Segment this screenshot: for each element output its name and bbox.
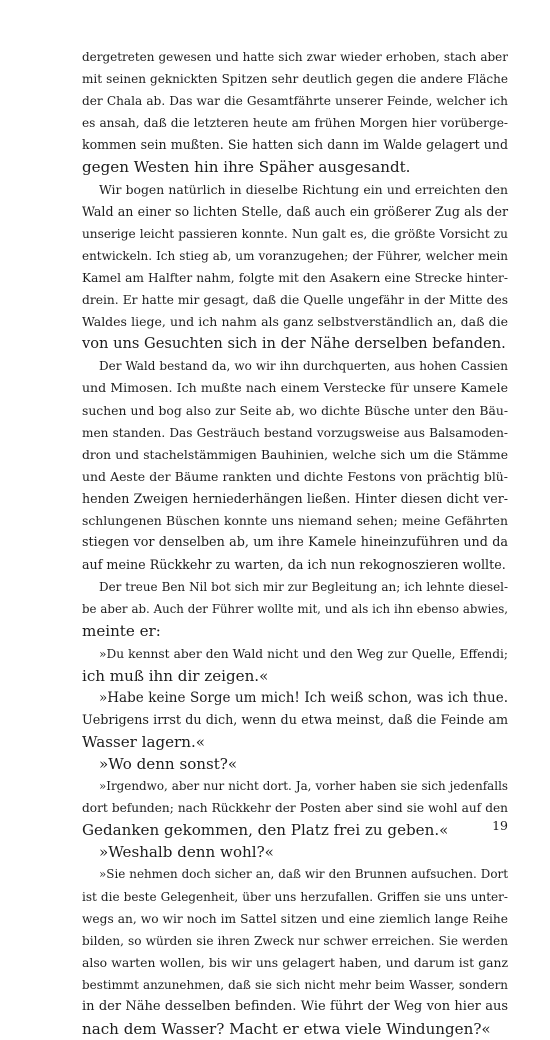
text-line: schlungenen Büschen konnte uns niemand sehen; meine Gefährten <box>82 512 508 528</box>
book-page-text <box>82 46 508 1040</box>
text-line: von uns Gesuchten sich in der Nähe derselben befanden. <box>82 335 506 353</box>
text-line: »Sie nehmen doch sicher an, daß wir den Brunnen aufsuchen. Dort <box>99 867 508 882</box>
text-line: Waldes liege, und ich nahm als ganz selbstverständlich an, daß die <box>82 314 508 330</box>
text-line: dergetreten gewesen und hatte sich zwar wieder erhoben, stach aber <box>82 50 508 64</box>
text-line: Wasser lagern.« <box>82 732 206 751</box>
text-line: ist die beste Gelegenheit, über uns herzufallen. Griffen sie uns unter- <box>82 889 508 904</box>
text-line: »Habe keine Sorge um mich! Ich weiß schon, was ich thue. <box>99 689 508 706</box>
text-line: »Wo denn sonst?« <box>99 755 238 773</box>
text-line: ich muß ihn dir zeigen.« <box>82 666 269 685</box>
text-line: und Aeste der Bäume rankten und dichte Festons von prächtig blü- <box>82 468 508 484</box>
text-line: bestimmt anzunehmen, daß sie sich nicht mehr beim Wasser, sondern <box>82 977 508 992</box>
text-line: Der treue Ben Nil bot sich mir zur Begleitung an; ich lehnte diesel- <box>99 580 508 595</box>
text-line: »Weshalb denn wohl?« <box>99 843 274 862</box>
text-line: in der Nähe desselben befinden. Wie führt der Weg von hier aus <box>82 999 508 1015</box>
text-line: auf meine Rückkehr zu warten, da ich nun rekognoszieren wollte. <box>82 557 506 573</box>
text-line: also warten wollen, bis wir uns gelagert haben, und darum ist ganz <box>82 955 508 970</box>
text-line: henden Zweigen herniederhängen ließen. Hinter diesen dicht ver- <box>82 490 508 506</box>
text-line: es ansah, daß die letzteren heute am frühen Morgen hier vorüberge- <box>82 116 508 131</box>
text-line: be aber ab. Auch der Führer wollte mit, und als ich ihn ebenso abwies, <box>82 602 508 617</box>
text-line: Wir bogen natürlich in dieselbe Richtung ein und erreichten den <box>99 181 508 197</box>
text-line: stiegen vor denselben ab, um ihre Kamele hineinzuführen und da <box>82 535 508 551</box>
text-line: meinte er: <box>82 622 161 641</box>
text-line: nach dem Wasser? Macht er etwa viele Windungen?« <box>82 1020 491 1039</box>
text-line: mit seinen geknickten Spitzen sehr deutlich gegen die andere Fläche <box>82 72 508 87</box>
text-line: suchen und bog also zur Seite ab, wo dichte Büsche unter den Bäu- <box>82 403 508 418</box>
text-line: Der Wald bestand da, wo wir ihn durchquerten, aus hohen Cassien <box>99 359 508 374</box>
text-line: kommen sein mußten. Sie hatten sich dann im Walde gelagert und <box>82 137 508 153</box>
text-line: Gedanken gekommen, den Platz frei zu geben.« <box>82 821 449 840</box>
text-line: bilden, so würden sie ihren Zweck nur schwer erreichen. Sie werden <box>82 933 508 948</box>
text-line: »Du kennst aber den Wald nicht und den Weg zur Quelle, Effendi; <box>99 646 508 661</box>
text-line: und Mimosen. Ich mußte nach einem Verstecke für unsere Kamele <box>82 380 508 396</box>
text-line: der Chala ab. Das war die Gesamtfährte unserer Feinde, welcher ich <box>82 94 508 109</box>
text-line: »Irgendwo, aber nur nicht dort. Ja, vorher haben sie sich jedenfalls <box>99 779 508 794</box>
text-line: gegen Westen hin ihre Späher ausgesandt. <box>82 158 411 177</box>
text-line: dron und stachelstämmigen Bauhinien, welche sich um die Stämme <box>82 447 508 462</box>
text-line: Uebrigens irrst du dich, wenn du etwa meinst, daß die Feinde am <box>82 711 508 727</box>
text-line: Kamel am Halfter nahm, folgte mit den Asakern eine Strecke hinter- <box>82 270 508 285</box>
page-number: 19 <box>492 818 508 833</box>
text-line: dort befunden; nach Rückkehr der Posten aber sind sie wohl auf den <box>82 801 508 816</box>
text-line: unserige leicht passieren konnte. Nun galt es, die größte Vorsicht zu <box>82 226 508 241</box>
text-line: drein. Er hatte mir gesagt, daß die Quelle ungefähr in der Mitte des <box>82 293 508 308</box>
text-line: entwickeln. Ich stieg ab, um voranzugehen; der Führer, welcher mein <box>82 248 508 263</box>
text-line: men standen. Das Gesträuch bestand vorzugsweise aus Balsamoden- <box>82 425 508 440</box>
text-line: wegs an, wo wir noch im Sattel sitzen und eine ziemlich lange Reihe <box>82 911 508 926</box>
text-line: Wald an einer so lichten Stelle, daß auch ein größerer Zug als der <box>82 203 508 219</box>
